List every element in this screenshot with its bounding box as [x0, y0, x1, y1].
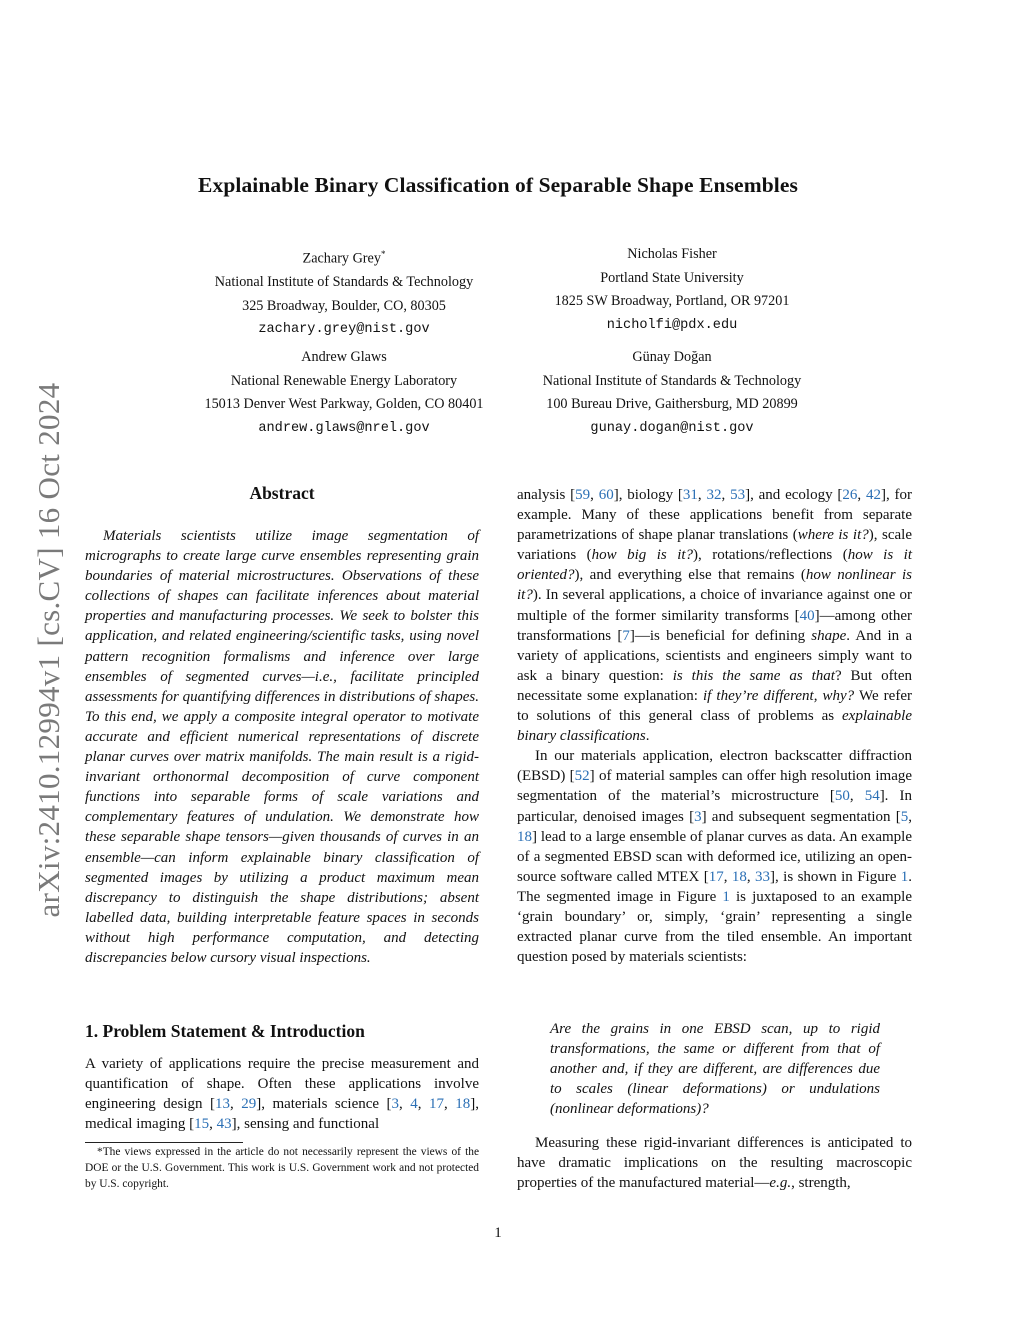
citation-link[interactable]: 5: [900, 808, 909, 825]
author-email[interactable]: andrew.glaws@nrel.gov: [258, 420, 430, 436]
arxiv-id: arXiv:2410.12994v1 [cs.CV] 16 Oct 2024: [31, 382, 66, 918]
author-block-1: [186, 243, 502, 342]
citation-link[interactable]: 52: [574, 768, 590, 785]
citation-link[interactable]: 33: [755, 868, 771, 885]
author-name: Günay Doğan: [632, 349, 712, 365]
figure-link[interactable]: 1: [722, 888, 730, 905]
author-email[interactable]: nicholfi@pdx.edu: [606, 317, 738, 333]
author-block-2: [512, 243, 832, 337]
citation-link[interactable]: 42: [865, 487, 881, 503]
citation-link[interactable]: 17: [708, 868, 724, 885]
author-affiliation: Portland State University: [600, 269, 744, 286]
citation-link[interactable]: 29: [241, 1096, 257, 1113]
author-footnote-mark: *: [380, 249, 386, 259]
citation-link[interactable]: 15: [194, 1116, 210, 1133]
citation-link[interactable]: 3: [694, 808, 702, 825]
citation-link[interactable]: 32: [706, 487, 722, 503]
citation-link[interactable]: 50: [834, 788, 850, 805]
author-address: 325 Broadway, Boulder, CO, 80305: [242, 297, 446, 314]
section-heading: 1. Problem Statement & Introduction: [85, 1021, 365, 1041]
citation-link[interactable]: 59: [575, 487, 591, 503]
right-column: [517, 485, 912, 967]
citation-link[interactable]: 60: [598, 487, 614, 503]
author-email[interactable]: zachary.grey@nist.gov: [258, 322, 430, 338]
author-block-3: [170, 346, 518, 440]
author-address: 100 Bureau Drive, Gaithersburg, MD 20899: [546, 396, 798, 412]
citation-link[interactable]: 13: [214, 1096, 230, 1113]
author-address: 15013 Denver West Parkway, Golden, CO 80401: [204, 396, 484, 412]
citation-link[interactable]: 4: [410, 1096, 418, 1113]
figure-link[interactable]: 1: [900, 868, 909, 885]
intro-paragraph: A variety of applications require the precise measurement and quantification of shape. Often these applications involve engineering design [13, 29], materials science [3, 4, 17, 18], medical imaging [15, 43], sensing and functional: [85, 1056, 480, 1133]
abstract-heading: Abstract: [249, 483, 315, 503]
author-name: Andrew Glaws: [301, 349, 387, 365]
citation-link[interactable]: 54: [864, 788, 880, 805]
citation-link[interactable]: 7: [622, 627, 630, 644]
paragraph: analysis [59, 60], biology [31, 32, 53], and ecology [26, 42], for example. Many of these applications benefit from separate parametrizations of shape planar translations (where is it?), scale variations (how big is it?), rotations/reflections (how is it oriented?), and everything else that remains (how nonlinear is it?). In several applications, a choice of invariance against one or multiple of the former similarity transforms [40]—among other transformations [7]—is beneficial for defining shape. And in a variety of applications, scientists and engineers simply want to ask a binary question: is this the same as that? But often necessitate some explanation: if they’re different, why? We refer to solutions of this general class of problems as explainable binary classifications.: [517, 487, 913, 745]
footnote: *The views expressed in the article do not necessarily represent the views of the DOE or the U.S. Government. This work is U.S. Government work and not protected by U.S. copyright.: [85, 1146, 479, 1190]
citation-link[interactable]: 40: [799, 607, 815, 624]
citation-link[interactable]: 18: [517, 828, 532, 845]
author-affiliation: National Institute of Standards & Technology: [542, 372, 802, 389]
footnote-rule: [85, 1142, 243, 1143]
abstract-text: Materials scientists utilize image segmentation of micrographs to create large curve ensembles representing grain boundaries of material microstructures. Observations of these collections of shapes can facilitate inferences about material properties and manufacturing processes. We seek to bolster this application, and related engineering/scientific tasks, using novel pattern recognition formalisms and inference over large ensembles of segmented curves—i.e., facilitate principled assessments for quantifying differences in distributions of shapes. To this end, we apply a composite integral operator to motivate accurate and efficient numerical representations of discrete planar curves over matrix manifolds. The main result is a rigid-invariant orthonormal decomposition of curve component functions into separable forms of scale variations and complementary features of undulation. We demonstrate how these separable shape tensors—given thousands of curves in an ensemble—can inform explainable binary classification of segmented images by utilizing a product maximum mean discrepancy to distinguish the shape distributions; absent labelled data, building interpretable feature spaces in seconds without high performance computation, and detecting discrepancies below cursory visual inspections.: [85, 528, 479, 966]
paper-title: Explainable Binary Classification of Separable Shape Ensembles: [198, 173, 798, 197]
paragraph: Measuring these rigid-invariant differences is anticipated to have dramatic implications on the resulting macroscopic properties of the manufactured material—e.g., strength,: [517, 1135, 912, 1192]
citation-link[interactable]: 3: [391, 1096, 400, 1113]
author-block-4: [512, 346, 832, 440]
page-number: 1: [494, 1225, 502, 1241]
author-affiliation: National Institute of Standards & Technology: [214, 274, 474, 291]
paragraph: In our materials application, electron backscatter diffraction (EBSD) [52] of material samples can offer high resolution image segmentation of the material’s microstructure [50, 54]. In particular, denoised images [3] and subsequent segmentation [5, 18] lead to a large ensemble of planar curves as data. An example of a segmented EBSD scan with deformed ice, utilizing an open-source software called MTEX [17, 18, 33], is shown in Figure 1. The segmented image in Figure 1 is juxtaposed to an example ‘grain boundary’ or, simply, ‘grain’ representing a single extracted planar curve from the tiled ensemble. An important question posed by materials scientists:: [517, 748, 913, 966]
citation-link[interactable]: 53: [730, 487, 746, 503]
citation-link[interactable]: 18: [455, 1096, 471, 1113]
author-affiliation: National Renewable Energy Laboratory: [230, 372, 458, 389]
author-address: 1825 SW Broadway, Portland, OR 97201: [554, 293, 790, 309]
block-quote: Are the grains in one EBSD scan, up to rigid transformations, the same or different from that of another and, if they are different, are differences due to scales (linear deformations) or undulations (nonlinear deformations)?: [550, 1021, 880, 1118]
citation-link[interactable]: 31: [682, 487, 698, 503]
citation-link[interactable]: 17: [429, 1096, 445, 1113]
citation-link[interactable]: 43: [216, 1116, 232, 1133]
author-email[interactable]: gunay.dogan@nist.gov: [590, 420, 754, 436]
citation-link[interactable]: 18: [731, 868, 747, 885]
citation-link[interactable]: 26: [842, 487, 858, 503]
author-name: Zachary Grey: [302, 250, 381, 267]
arxiv-sidebar-stamp: [29, 353, 69, 947]
author-name: Nicholas Fisher: [627, 246, 717, 262]
